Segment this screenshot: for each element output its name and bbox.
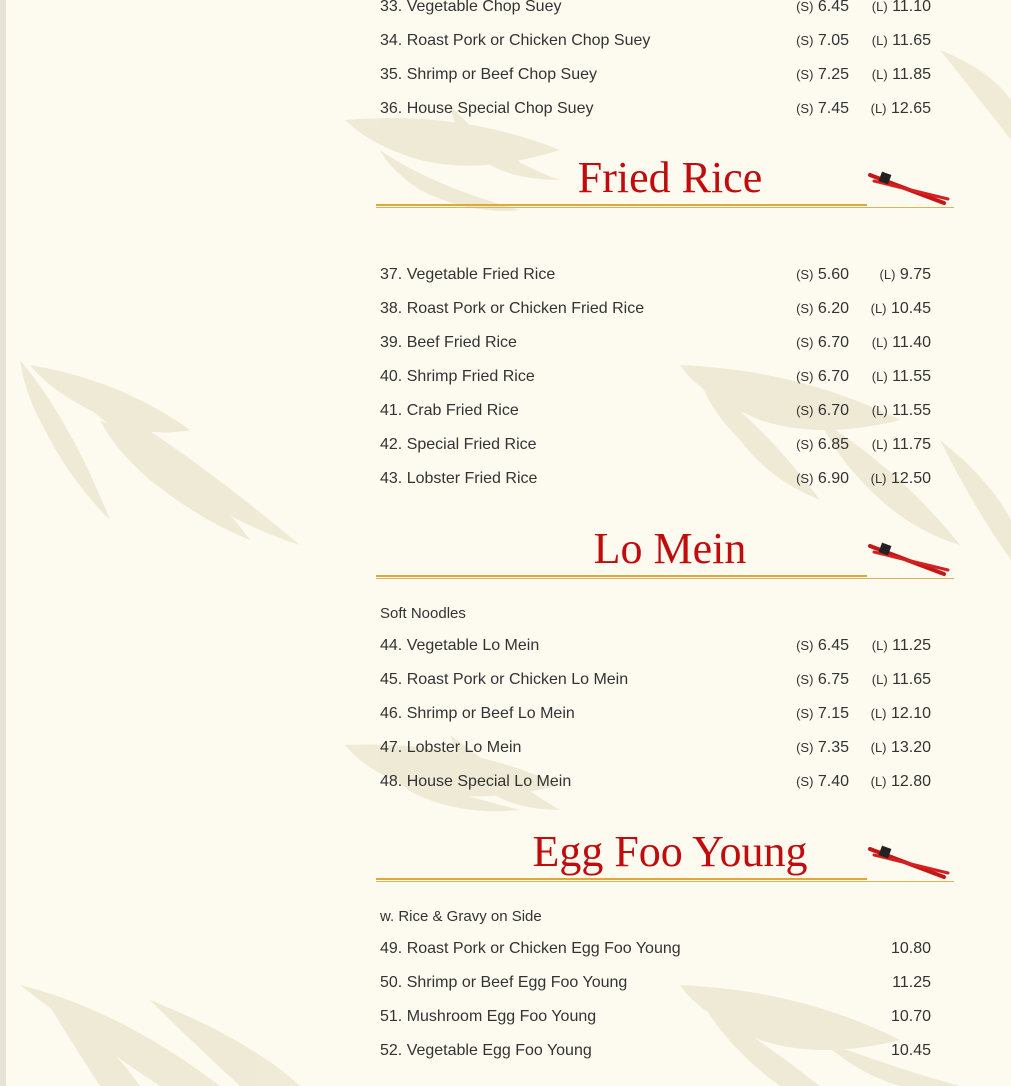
large-price: (L) 10.45 bbox=[870, 300, 931, 317]
item-name: 43. Lobster Fried Rice bbox=[380, 470, 538, 487]
small-price: (S) 6.75 bbox=[796, 671, 849, 688]
small-price: (S) 6.85 bbox=[796, 436, 849, 453]
menu-item bbox=[380, 732, 945, 766]
large-price: (L) 11.25 bbox=[871, 637, 931, 654]
item-name: 51. Mushroom Egg Foo Young bbox=[380, 1008, 597, 1025]
menu-item bbox=[380, 1035, 945, 1069]
item-name: 44. Vegetable Lo Mein bbox=[380, 637, 540, 654]
section-note: w. Rice & Gravy on Side bbox=[380, 908, 542, 925]
large-price: (L) 12.65 bbox=[870, 100, 931, 117]
menu-item bbox=[380, 25, 945, 59]
large-price: (L) 11.55 bbox=[871, 368, 931, 385]
menu-item bbox=[380, 59, 945, 93]
section-header-lo-mein bbox=[376, 524, 954, 588]
section-note: Soft Noodles bbox=[380, 605, 466, 622]
menu-item bbox=[380, 327, 945, 361]
section-header-egg-foo-young bbox=[376, 827, 954, 891]
item-name: 35. Shrimp or Beef Chop Suey bbox=[380, 66, 598, 83]
large-price: (L) 11.40 bbox=[871, 334, 931, 351]
item-name: 49. Roast Pork or Chicken Egg Foo Young bbox=[380, 940, 681, 957]
chopsticks-icon bbox=[866, 845, 950, 881]
large-price: (L) 11.55 bbox=[871, 402, 931, 419]
large-price: (L) 11.65 bbox=[871, 671, 931, 688]
chopsticks-icon bbox=[866, 171, 950, 207]
item-price: 10.80 bbox=[890, 940, 931, 957]
small-price: (S) 6.90 bbox=[796, 470, 849, 487]
large-price: (L) 12.50 bbox=[870, 470, 931, 487]
item-name: 33. Vegetable Chop Suey bbox=[380, 0, 562, 15]
item-name: 38. Roast Pork or Chicken Fried Rice bbox=[380, 300, 645, 317]
small-price: (S) 7.40 bbox=[796, 773, 849, 790]
large-price: (L) 11.75 bbox=[871, 436, 931, 453]
item-name: 41. Crab Fried Rice bbox=[380, 402, 519, 419]
item-name: 50. Shrimp or Beef Egg Foo Young bbox=[380, 974, 628, 991]
section-divider bbox=[376, 878, 867, 880]
small-price: (S) 6.70 bbox=[796, 368, 849, 385]
small-price: (S) 6.45 bbox=[796, 637, 849, 654]
item-name: 48. House Special Lo Mein bbox=[380, 773, 572, 790]
item-name: 46. Shrimp or Beef Lo Mein bbox=[380, 705, 575, 722]
small-price: (S) 7.25 bbox=[796, 66, 849, 83]
menu-item bbox=[380, 463, 945, 497]
menu-item bbox=[380, 293, 945, 327]
item-name: 39. Beef Fried Rice bbox=[380, 334, 517, 351]
section-title: Egg Foo Young bbox=[532, 827, 808, 876]
section-title: Lo Mein bbox=[593, 524, 747, 573]
menu-item bbox=[380, 361, 945, 395]
large-price: (L) 12.10 bbox=[870, 705, 931, 722]
small-price: (S) 6.70 bbox=[796, 402, 849, 419]
item-price: 10.45 bbox=[890, 1042, 931, 1059]
menu-item bbox=[380, 93, 945, 127]
small-price: (S) 6.70 bbox=[796, 334, 849, 351]
section-divider bbox=[376, 881, 954, 882]
menu-item bbox=[380, 1001, 945, 1035]
chopsticks-icon bbox=[866, 542, 950, 578]
menu-item bbox=[380, 664, 945, 698]
menu-item bbox=[380, 967, 945, 1001]
section-divider bbox=[376, 204, 867, 206]
small-price: (S) 7.45 bbox=[796, 100, 849, 117]
large-price: (L) 13.20 bbox=[870, 739, 931, 756]
large-price: (L) 11.10 bbox=[871, 0, 931, 15]
small-price: (S) 7.35 bbox=[796, 739, 849, 756]
menu-item bbox=[380, 630, 945, 664]
item-price: 11.25 bbox=[892, 974, 931, 991]
item-name: 34. Roast Pork or Chicken Chop Suey bbox=[380, 32, 651, 49]
menu-item bbox=[380, 0, 945, 25]
large-price: (L) 12.80 bbox=[870, 773, 931, 790]
item-name: 36. House Special Chop Suey bbox=[380, 100, 594, 117]
small-price: (S) 5.60 bbox=[796, 266, 849, 283]
large-price: (L) 9.75 bbox=[879, 266, 931, 283]
menu-item bbox=[380, 395, 945, 429]
menu-item bbox=[380, 259, 945, 293]
large-price: (L) 11.85 bbox=[871, 66, 931, 83]
section-divider bbox=[376, 207, 954, 208]
item-name: 45. Roast Pork or Chicken Lo Mein bbox=[380, 671, 629, 688]
menu-item bbox=[380, 766, 945, 800]
menu-item bbox=[380, 698, 945, 732]
section-divider bbox=[376, 578, 954, 579]
small-price: (S) 7.05 bbox=[796, 32, 849, 49]
small-price: (S) 6.20 bbox=[796, 300, 849, 317]
item-name: 42. Special Fried Rice bbox=[380, 436, 537, 453]
large-price: (L) 11.65 bbox=[871, 32, 931, 49]
menu-item bbox=[380, 933, 945, 967]
item-price: 10.70 bbox=[890, 1008, 931, 1025]
item-name: 52. Vegetable Egg Foo Young bbox=[380, 1042, 592, 1059]
menu-item bbox=[380, 429, 945, 463]
small-price: (S) 7.15 bbox=[796, 705, 849, 722]
section-header-fried-rice bbox=[376, 153, 954, 217]
section-title: Fried Rice bbox=[577, 153, 763, 202]
small-price: (S) 6.45 bbox=[796, 0, 849, 15]
item-name: 47. Lobster Lo Mein bbox=[380, 739, 522, 756]
item-name: 40. Shrimp Fried Rice bbox=[380, 368, 535, 385]
section-divider bbox=[376, 575, 867, 577]
item-name: 37. Vegetable Fried Rice bbox=[380, 266, 556, 283]
